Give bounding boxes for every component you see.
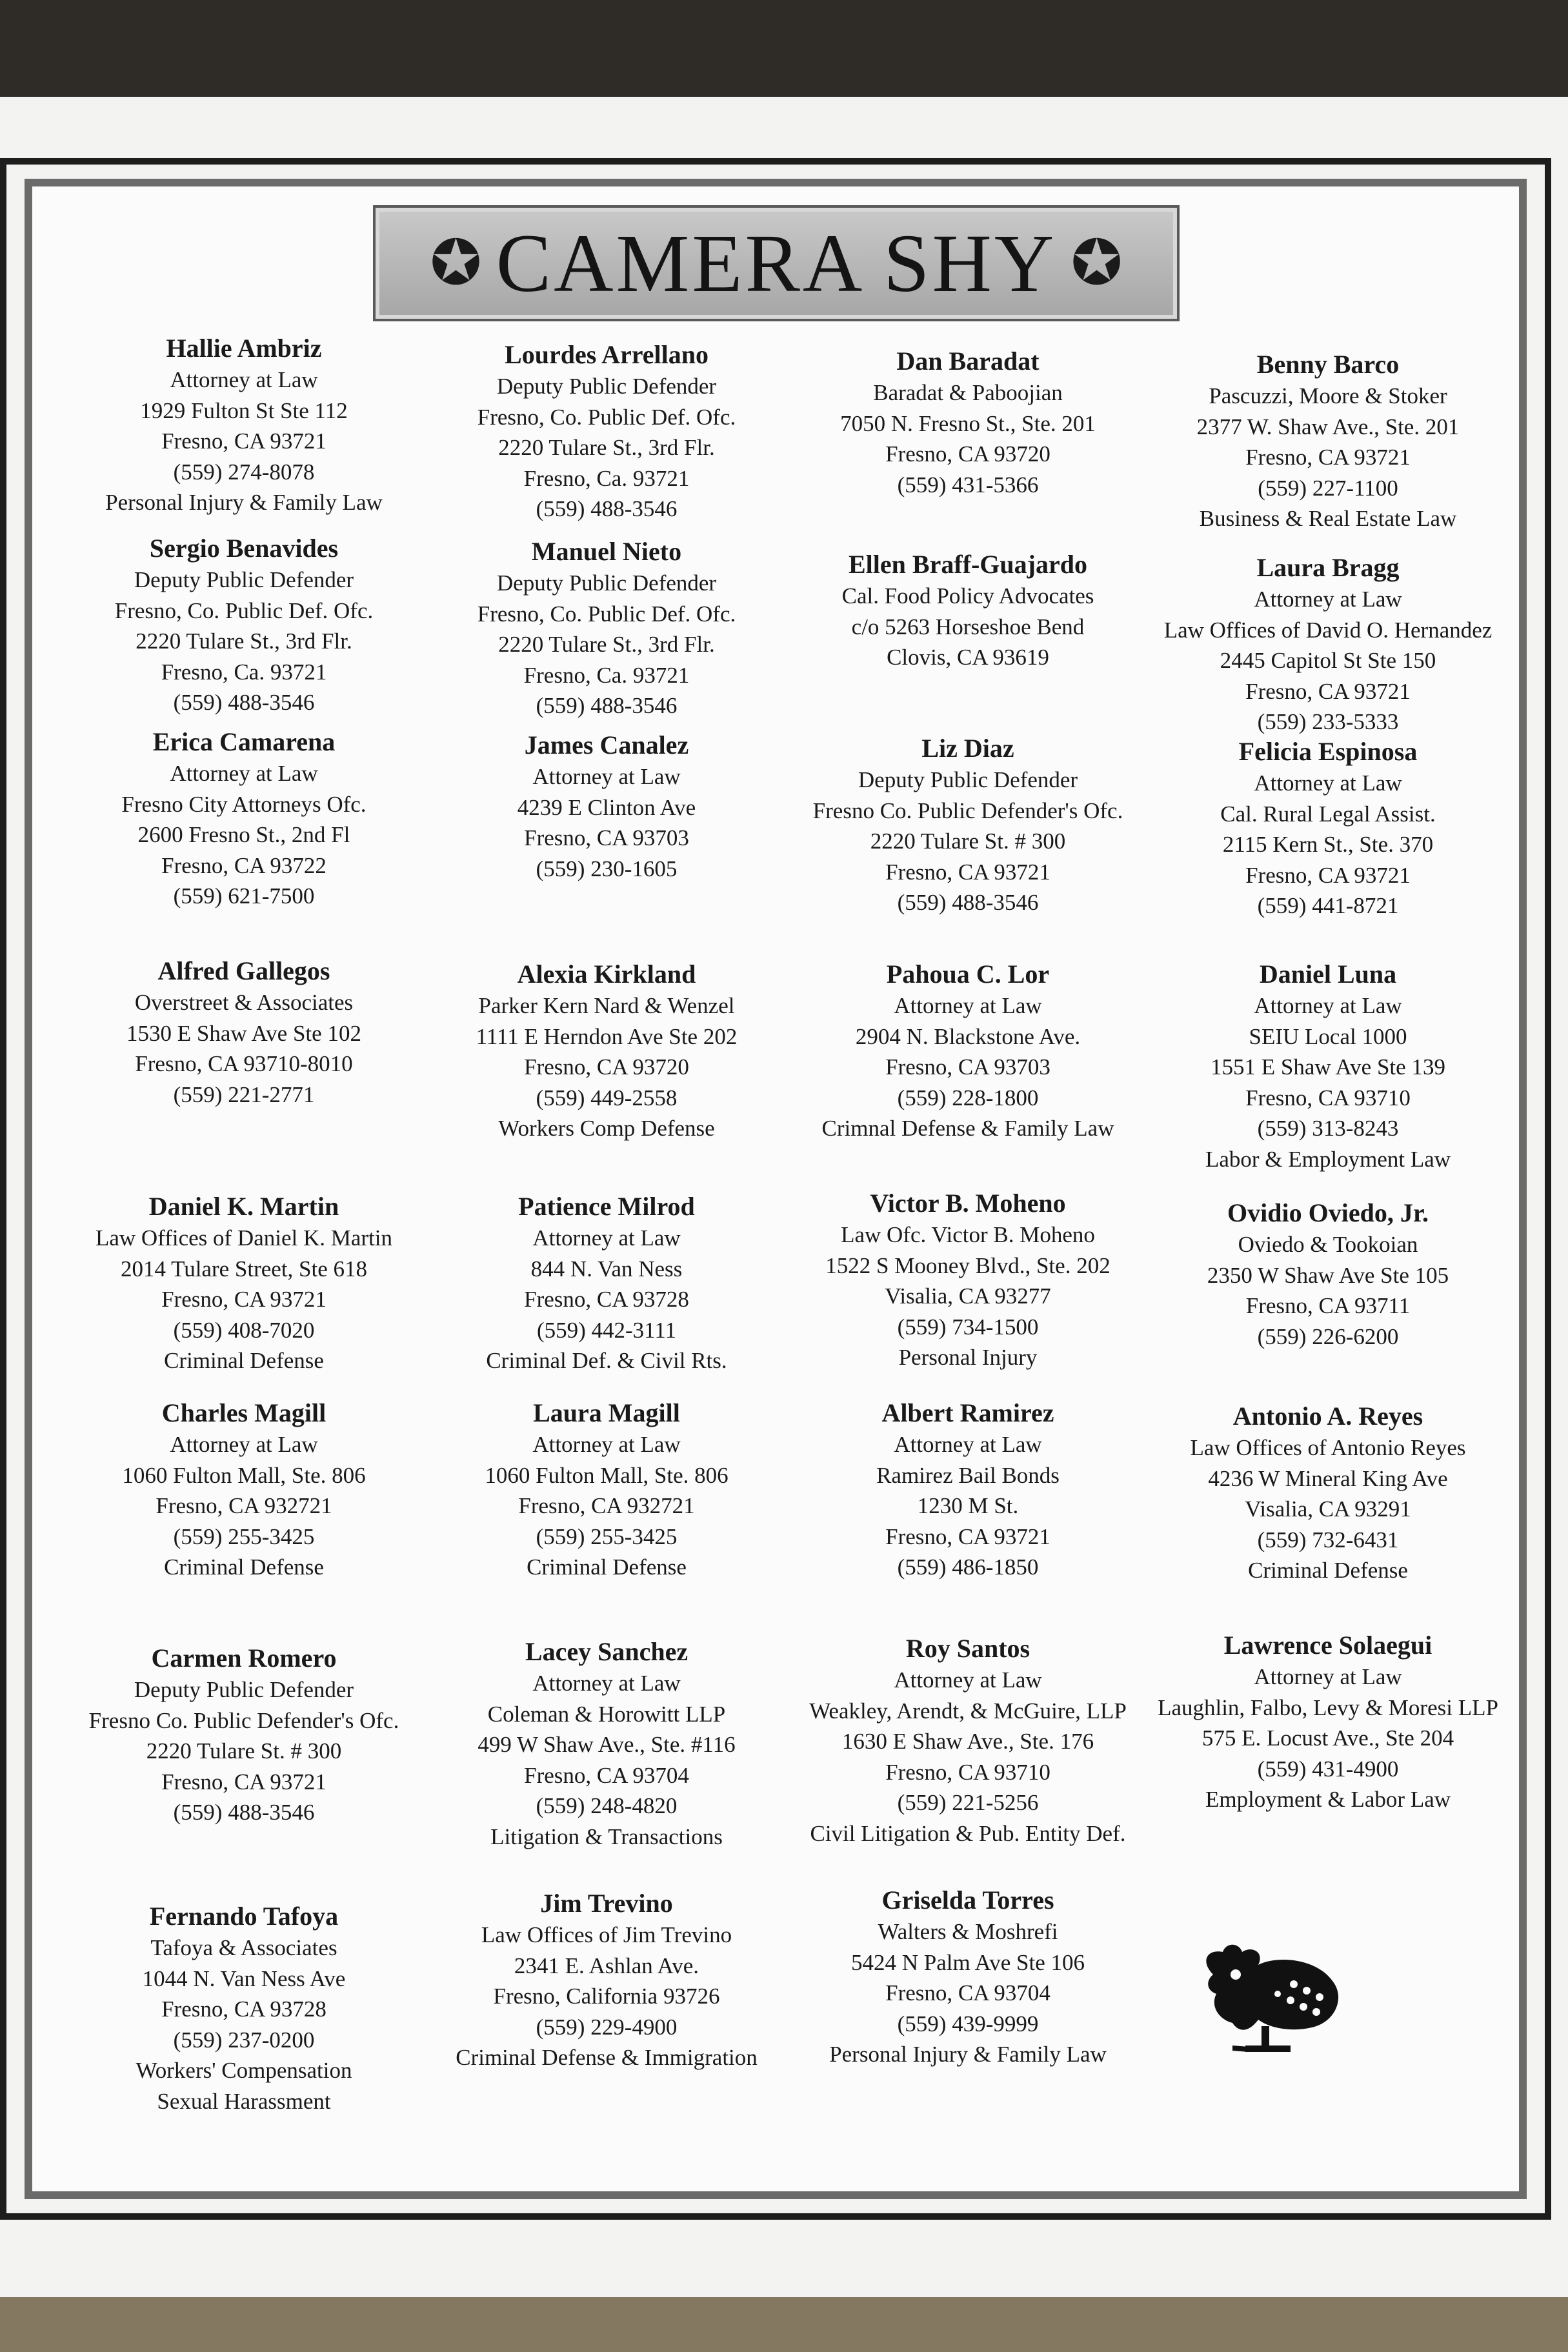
attorney-entry bbox=[1147, 1197, 1509, 1352]
attorney-detail-line: Fresno, Co. Public Def. Ofc. bbox=[477, 404, 736, 430]
attorney-detail-line: Fresno, CA 93710 bbox=[1245, 1085, 1411, 1111]
attorney-detail-line: Labor & Employment Law bbox=[1205, 1146, 1451, 1172]
attorney-name: Laura Bragg bbox=[1256, 553, 1400, 582]
attorney-detail-line: 1929 Fulton St Ste 112 bbox=[140, 397, 348, 423]
attorney-detail-line: (559) 274-8078 bbox=[173, 459, 315, 485]
attorney-entry bbox=[1147, 1400, 1509, 1586]
attorney-detail-line: (559) 732-6431 bbox=[1257, 1527, 1399, 1553]
attorney-name: Felicia Espinosa bbox=[1238, 737, 1418, 766]
attorney-detail-line: 2115 Kern St., Ste. 370 bbox=[1222, 832, 1434, 857]
attorney-name: Fernando Tafoya bbox=[149, 1902, 339, 1931]
attorney-detail-line: SEIU Local 1000 bbox=[1249, 1023, 1407, 1049]
attorney-detail-line: Pascuzzi, Moore & Stoker bbox=[1209, 383, 1447, 408]
attorney-detail-line: 4236 W Mineral King Ave bbox=[1208, 1465, 1448, 1491]
attorney-detail-line: (559) 431-4900 bbox=[1257, 1756, 1399, 1782]
attorney-detail-line: Coleman & Horowitt LLP bbox=[487, 1701, 726, 1727]
attorney-detail-line: Law Offices of David O. Hernandez bbox=[1163, 617, 1493, 643]
attorney-entry bbox=[426, 1636, 787, 1852]
attorney-detail-line: Fresno, Ca. 93721 bbox=[161, 659, 327, 685]
attorney-detail-line: (559) 233-5333 bbox=[1257, 709, 1399, 734]
attorney-name: Ellen Braff-Guajardo bbox=[849, 550, 1087, 579]
attorney-detail-line: Attorney at Law bbox=[170, 1432, 318, 1457]
attorney-detail-line: Fresno, CA 93710-8010 bbox=[135, 1051, 353, 1076]
attorney-detail-line: Sexual Harassment bbox=[157, 2088, 331, 2114]
attorney-detail-line: (559) 221-5256 bbox=[897, 1790, 1039, 1815]
attorney-detail-line: (559) 488-3546 bbox=[897, 890, 1039, 915]
attorney-detail-line: (559) 488-3546 bbox=[536, 496, 678, 521]
attorney-entry bbox=[787, 1187, 1149, 1373]
attorney-detail-line: 575 E. Locust Ave., Ste 204 bbox=[1201, 1725, 1454, 1751]
attorney-detail-line: Fresno, CA 932721 bbox=[518, 1493, 695, 1518]
attorney-detail-line: Fresno, CA 93703 bbox=[524, 825, 689, 850]
attorney-detail-line: (559) 248-4820 bbox=[536, 1793, 678, 1818]
attorney-detail-line: Attorney at Law bbox=[532, 1225, 681, 1251]
attorney-detail-line: Law Offices of Jim Trevino bbox=[481, 1922, 732, 1947]
attorney-name: Jim Trevino bbox=[540, 1889, 673, 1918]
attorney-detail-line: Attorney at Law bbox=[170, 367, 318, 392]
attorney-detail-line: Ramirez Bail Bonds bbox=[876, 1462, 1060, 1488]
attorney-detail-line: Tafoya & Associates bbox=[150, 1935, 337, 1960]
attorney-detail-line: (559) 255-3425 bbox=[173, 1523, 315, 1549]
attorney-detail-line: Business & Real Estate Law bbox=[1199, 506, 1457, 531]
attorney-detail-line: 2220 Tulare St., 3rd Flr. bbox=[498, 435, 715, 460]
attorney-detail-line: Oviedo & Tookoian bbox=[1238, 1232, 1418, 1257]
attorney-detail-line: 2350 W Shaw Ave Ste 105 bbox=[1207, 1262, 1449, 1288]
attorney-detail-line: (559) 408-7020 bbox=[173, 1317, 315, 1343]
attorney-detail-line: Attorney at Law bbox=[532, 1671, 681, 1696]
attorney-detail-line: Attorney at Law bbox=[1254, 770, 1402, 796]
attorney-detail-line: 2904 N. Blackstone Ave. bbox=[855, 1023, 1081, 1049]
attorney-detail-line: Fresno, CA 932721 bbox=[156, 1493, 332, 1518]
attorney-detail-line: Fresno, Co. Public Def. Ofc. bbox=[114, 598, 374, 623]
attorney-name: Roy Santos bbox=[905, 1634, 1030, 1663]
attorney-detail-line: 2220 Tulare St., 3rd Flr. bbox=[498, 632, 715, 657]
attorney-detail-line: (559) 621-7500 bbox=[173, 883, 315, 909]
attorney-detail-line: Litigation & Transactions bbox=[490, 1824, 723, 1849]
attorney-detail-line: 1060 Fulton Mall, Ste. 806 bbox=[485, 1462, 729, 1488]
attorney-entry bbox=[63, 1191, 425, 1376]
attorney-detail-line: 1044 N. Van Ness Ave bbox=[142, 1965, 346, 1991]
attorney-detail-line: (559) 442-3111 bbox=[536, 1317, 677, 1343]
attorney-detail-line: (559) 486-1850 bbox=[897, 1554, 1039, 1580]
attorney-detail-line: Law Ofc. Victor B. Moheno bbox=[841, 1222, 1095, 1247]
attorney-entry bbox=[63, 1900, 425, 2116]
attorney-detail-line: 2341 E. Ashlan Ave. bbox=[514, 1953, 699, 1978]
attorney-detail-line: (559) 226-6200 bbox=[1257, 1323, 1399, 1349]
attorney-entry bbox=[1147, 958, 1509, 1174]
attorney-detail-line: 2377 W. Shaw Ave., Ste. 201 bbox=[1196, 414, 1460, 439]
attorney-detail-line: Fresno, CA 93728 bbox=[161, 1996, 327, 2022]
attorney-name: Victor B. Moheno bbox=[870, 1189, 1066, 1218]
attorney-detail-line: Weakley, Arendt, & McGuire, LLP bbox=[809, 1698, 1127, 1724]
page-title: CAMERA SHY bbox=[496, 217, 1057, 309]
attorney-detail-line: Walters & Moshrefi bbox=[878, 1919, 1058, 1944]
attorney-entry bbox=[1147, 348, 1509, 534]
attorney-detail-line: Overstreet & Associates bbox=[134, 990, 354, 1015]
attorney-detail-line: Attorney at Law bbox=[532, 1432, 681, 1457]
attorney-name: Erica Camarena bbox=[152, 727, 336, 756]
attorney-detail-line: Personal Injury bbox=[898, 1345, 1038, 1370]
attorney-name: Manuel Nieto bbox=[531, 537, 682, 566]
attorney-detail-line: Fresno, Ca. 93721 bbox=[523, 465, 690, 491]
attorney-entry bbox=[426, 1397, 787, 1583]
attorney-name: Alexia Kirkland bbox=[517, 960, 696, 989]
attorney-name: Carmen Romero bbox=[151, 1643, 337, 1673]
attorney-name: Daniel Luna bbox=[1259, 960, 1397, 989]
attorney-detail-line: 844 N. Van Ness bbox=[530, 1256, 683, 1282]
attorney-detail-line: 499 W Shaw Ave., Ste. #116 bbox=[477, 1732, 736, 1757]
attorney-entry bbox=[1147, 552, 1509, 738]
attorney-name: Lourdes Arrellano bbox=[505, 340, 709, 369]
attorney-detail-line: 1551 E Shaw Ave Ste 139 bbox=[1211, 1054, 1445, 1080]
attorney-detail-line: Visalia, CA 93291 bbox=[1245, 1496, 1411, 1522]
attorney-detail-line: 1522 S Mooney Blvd., Ste. 202 bbox=[825, 1252, 1111, 1278]
attorney-detail-line: (559) 449-2558 bbox=[536, 1085, 678, 1111]
attorney-entry bbox=[787, 1633, 1149, 1849]
attorney-entry bbox=[63, 532, 425, 718]
attorney-detail-line: (559) 221-2771 bbox=[173, 1081, 315, 1107]
attorney-entry bbox=[426, 1887, 787, 2073]
attorney-detail-line: Fresno, CA 93721 bbox=[885, 859, 1050, 885]
attorney-detail-line: Fresno, CA 93721 bbox=[885, 1523, 1050, 1549]
attorney-detail-line: 1060 Fulton Mall, Ste. 806 bbox=[122, 1462, 366, 1488]
attorney-name: Daniel K. Martin bbox=[148, 1192, 339, 1221]
attorney-detail-line: 1530 E Shaw Ave Ste 102 bbox=[126, 1020, 361, 1046]
attorney-detail-line: Criminal Defense & Immigration bbox=[456, 2045, 758, 2070]
attorney-name: Laura Magill bbox=[533, 1398, 680, 1427]
attorney-detail-line: (559) 230-1605 bbox=[536, 856, 678, 881]
title-banner bbox=[373, 205, 1180, 321]
attorney-entry bbox=[787, 345, 1149, 500]
attorney-entry bbox=[787, 1884, 1149, 2070]
attorney-detail-line: 1630 E Shaw Ave., Ste. 176 bbox=[841, 1729, 1094, 1754]
attorney-detail-line: 2220 Tulare St. # 300 bbox=[870, 829, 1066, 854]
attorney-detail-line: Attorney at Law bbox=[894, 1432, 1042, 1457]
attorney-detail-line: (559) 255-3425 bbox=[536, 1523, 678, 1549]
attorney-entry bbox=[1147, 736, 1509, 921]
attorney-entry bbox=[426, 958, 787, 1144]
attorney-detail-line: Fresno, CA 93721 bbox=[161, 428, 327, 454]
attorney-detail-line: (559) 488-3546 bbox=[173, 1800, 315, 1825]
attorney-detail-line: Deputy Public Defender bbox=[134, 567, 354, 592]
attorney-detail-line: Laughlin, Falbo, Levy & Moresi LLP bbox=[1158, 1694, 1498, 1720]
attorney-detail-line: Fresno, California 93726 bbox=[493, 1984, 720, 2009]
attorney-detail-line: (559) 439-9999 bbox=[897, 2011, 1039, 2036]
attorney-detail-line: Fresno City Attorneys Ofc. bbox=[121, 791, 367, 817]
attorney-detail-line: Fresno, CA 93710 bbox=[885, 1759, 1050, 1785]
background-bottom bbox=[0, 2297, 1568, 2352]
attorney-detail-line: Fresno, CA 93703 bbox=[885, 1054, 1050, 1080]
attorney-detail-line: Law Offices of Antonio Reyes bbox=[1190, 1435, 1466, 1460]
attorney-name: Liz Diaz bbox=[921, 734, 1014, 763]
attorney-entry bbox=[63, 1397, 425, 1583]
attorney-name: Lacey Sanchez bbox=[525, 1637, 689, 1666]
attorney-detail-line: (559) 313-8243 bbox=[1257, 1116, 1399, 1141]
attorney-detail-line: Fresno, CA 93720 bbox=[885, 441, 1050, 467]
attorney-entry bbox=[426, 729, 787, 884]
attorney-name: Albert Ramirez bbox=[881, 1398, 1054, 1427]
attorney-detail-line: Fresno, CA 93721 bbox=[1245, 862, 1411, 888]
attorney-detail-line: Deputy Public Defender bbox=[496, 374, 717, 399]
attorney-detail-line: Parker Kern Nard & Wenzel bbox=[478, 993, 735, 1018]
attorney-detail-line: Fresno, CA 93728 bbox=[524, 1287, 689, 1312]
attorney-entry bbox=[787, 958, 1149, 1144]
attorney-detail-line: 2445 Capitol St Ste 150 bbox=[1220, 648, 1436, 673]
attorney-entry bbox=[426, 536, 787, 721]
attorney-detail-line: c/o 5263 Horseshoe Bend bbox=[851, 614, 1085, 639]
attorney-detail-line: Fresno, CA 93721 bbox=[161, 1769, 327, 1794]
attorney-detail-line: Personal Injury & Family Law bbox=[105, 490, 383, 515]
attorney-detail-line: 4239 E Clinton Ave bbox=[517, 794, 696, 820]
attorney-detail-line: Deputy Public Defender bbox=[496, 570, 717, 596]
attorney-detail-line: Attorney at Law bbox=[170, 761, 318, 786]
attorney-detail-line: Attorney at Law bbox=[1254, 993, 1402, 1018]
attorney-detail-line: (559) 228-1800 bbox=[897, 1085, 1039, 1111]
attorney-detail-line: (559) 488-3546 bbox=[173, 690, 315, 715]
attorney-detail-line: Fresno, CA 93720 bbox=[524, 1054, 689, 1080]
attorney-detail-line: 5424 N Palm Ave Ste 106 bbox=[851, 1949, 1085, 1975]
attorney-name: Pahoua C. Lor bbox=[886, 960, 1050, 989]
attorney-detail-line: Criminal Defense bbox=[1248, 1558, 1408, 1583]
attorney-entry bbox=[63, 955, 425, 1110]
attorney-detail-line: Fresno, CA 93721 bbox=[1245, 678, 1411, 704]
attorney-detail-line: (559) 441-8721 bbox=[1257, 893, 1399, 918]
attorney-detail-line: Attorney at Law bbox=[1254, 587, 1402, 612]
attorney-entry bbox=[63, 1642, 425, 1828]
attorney-entry bbox=[426, 1191, 787, 1376]
attorney-detail-line: 2600 Fresno St., 2nd Fl bbox=[137, 822, 350, 847]
attorney-detail-line: Attorney at Law bbox=[1254, 1664, 1402, 1689]
attorney-detail-line: Criminal Defense bbox=[164, 1554, 324, 1580]
attorney-detail-line: 7050 N. Fresno St., Ste. 201 bbox=[840, 410, 1096, 436]
attorney-detail-line: Cal. Rural Legal Assist. bbox=[1220, 801, 1436, 827]
attorney-detail-line: (559) 227-1100 bbox=[1258, 475, 1398, 501]
attorney-detail-line: Fresno, Co. Public Def. Ofc. bbox=[477, 601, 736, 627]
attorney-entry bbox=[787, 1397, 1149, 1583]
attorney-detail-line: 1230 M St. bbox=[917, 1493, 1019, 1518]
attorney-detail-line: (559) 734-1500 bbox=[897, 1314, 1039, 1340]
attorney-detail-line: (559) 237-0200 bbox=[173, 2027, 315, 2053]
attorney-detail-line: Fresno, CA 93722 bbox=[161, 852, 327, 878]
attorney-detail-line: (559) 488-3546 bbox=[536, 693, 678, 718]
attorney-name: Hallie Ambriz bbox=[166, 334, 322, 363]
attorney-detail-line: 2014 Tulare Street, Ste 618 bbox=[120, 1256, 368, 1282]
attorney-entry bbox=[787, 548, 1149, 673]
attorney-entry bbox=[426, 339, 787, 525]
attorney-name: Patience Milrod bbox=[518, 1192, 695, 1221]
attorney-detail-line: Fresno, CA 93711 bbox=[1245, 1293, 1411, 1318]
attorney-detail-line: Personal Injury & Family Law bbox=[829, 2042, 1107, 2067]
attorney-detail-line: Fresno Co. Public Defender's Ofc. bbox=[812, 798, 1123, 823]
attorney-detail-line: Employment & Labor Law bbox=[1205, 1787, 1451, 1812]
attorney-detail-line: Attorney at Law bbox=[894, 993, 1042, 1018]
attorney-detail-line: Clovis, CA 93619 bbox=[887, 645, 1049, 670]
attorney-detail-line: Fresno Co. Public Defender's Ofc. bbox=[88, 1707, 399, 1733]
bird-emblem-icon bbox=[1187, 1936, 1355, 2065]
attorney-detail-line: 1111 E Herndon Ave Ste 202 bbox=[476, 1023, 738, 1049]
attorney-detail-line: Workers' Compensation bbox=[136, 2058, 352, 2083]
attorney-detail-line: Criminal Defense bbox=[164, 1348, 324, 1373]
attorney-detail-line: Civil Litigation & Pub. Entity Def. bbox=[810, 1820, 1126, 1846]
attorney-detail-line: Fresno, CA 93721 bbox=[1245, 445, 1411, 470]
attorney-entry bbox=[1147, 1629, 1509, 1815]
attorney-entry bbox=[63, 332, 425, 518]
attorney-entry bbox=[787, 732, 1149, 918]
attorney-name: Charles Magill bbox=[161, 1398, 327, 1427]
attorney-detail-line: Criminal Defense bbox=[527, 1554, 687, 1580]
attorney-detail-line: (559) 229-4900 bbox=[536, 2014, 678, 2040]
attorney-detail-line: Criminal Def. & Civil Rts. bbox=[486, 1348, 727, 1373]
attorney-detail-line: Fresno, CA 93704 bbox=[524, 1762, 689, 1788]
attorney-name: Griselda Torres bbox=[881, 1885, 1054, 1915]
attorney-detail-line: Attorney at Law bbox=[894, 1667, 1042, 1693]
attorney-name: Benny Barco bbox=[1256, 350, 1400, 379]
attorney-detail-line: Crimnal Defense & Family Law bbox=[821, 1116, 1114, 1141]
attorney-detail-line: Visalia, CA 93277 bbox=[885, 1283, 1051, 1309]
attorney-name: Ovidio Oviedo, Jr. bbox=[1227, 1198, 1429, 1227]
attorney-name: Lawrence Solaegui bbox=[1223, 1631, 1432, 1660]
attorney-detail-line: Deputy Public Defender bbox=[858, 767, 1078, 792]
attorney-detail-line: Deputy Public Defender bbox=[134, 1677, 354, 1702]
attorney-detail-line: Fresno, CA 93704 bbox=[885, 1980, 1050, 2005]
attorney-detail-line: Law Offices of Daniel K. Martin bbox=[95, 1225, 393, 1251]
attorney-entry bbox=[63, 726, 425, 912]
attorney-name: James Canalez bbox=[524, 730, 689, 759]
attorney-detail-line: Cal. Food Policy Advocates bbox=[841, 583, 1094, 608]
attorney-detail-line: Fresno, Ca. 93721 bbox=[523, 662, 690, 688]
sun-star-icon: ✪ bbox=[1070, 228, 1123, 297]
attorney-name: Sergio Benavides bbox=[149, 534, 339, 563]
attorney-detail-line: Workers Comp Defense bbox=[498, 1116, 715, 1141]
attorney-detail-line: Attorney at Law bbox=[532, 764, 681, 789]
attorney-detail-line: (559) 431-5366 bbox=[897, 472, 1039, 498]
attorney-name: Dan Baradat bbox=[896, 347, 1040, 376]
attorney-detail-line: Baradat & Paboojian bbox=[873, 380, 1063, 405]
attorney-name: Alfred Gallegos bbox=[157, 956, 330, 985]
sun-star-icon: ✪ bbox=[430, 228, 482, 297]
attorney-name: Antonio A. Reyes bbox=[1232, 1402, 1423, 1431]
attorney-detail-line: 2220 Tulare St. # 300 bbox=[146, 1738, 342, 1764]
attorney-detail-line: 2220 Tulare St., 3rd Flr. bbox=[136, 628, 352, 654]
attorney-detail-line: Fresno, CA 93721 bbox=[161, 1287, 327, 1312]
